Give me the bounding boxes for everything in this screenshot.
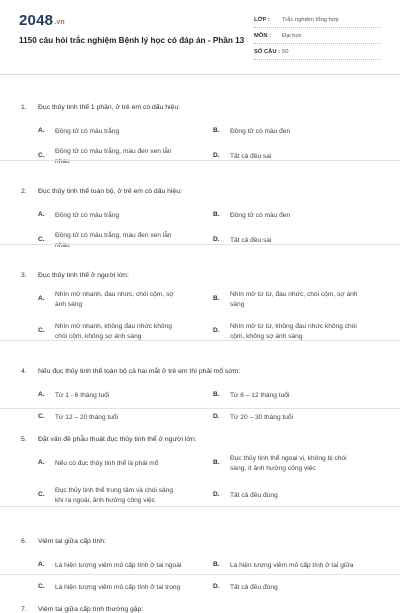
option-text: Là hiện tượng viêm mủ cấp tính ở tai ngoài	[55, 562, 182, 569]
question-number: 3.	[21, 272, 27, 279]
option-letter: D.	[213, 491, 220, 498]
meta-subject: MÔN : Đại học	[254, 29, 380, 44]
option-letter: A.	[38, 459, 45, 466]
option-text: Đồng tử có màu trắng	[55, 212, 120, 219]
option-letter: A.	[38, 295, 45, 302]
option-letter: A.	[38, 127, 45, 134]
option-text: Nhìn mờ từ từ, không đau nhức không chói cộm, không sợ ánh sáng	[230, 323, 357, 340]
option-letter: B.	[213, 561, 220, 568]
option-text: Đục thủy tinh thể trung tâm và chói sáng khi ra ngoài, ảnh hưởng công việc	[55, 487, 174, 504]
option-text: Nhìn mờ nhanh, đau nhức, chói cộm, sợ ánh sáng	[55, 291, 174, 308]
option-letter: B.	[213, 211, 220, 218]
option-text: Từ 1 - 6 tháng tuổi	[55, 392, 110, 399]
option-text: Đồng tử có màu đen	[230, 128, 291, 135]
answer-option[interactable]	[38, 290, 208, 310]
option-text: Từ 20 – 30 tháng tuổi	[230, 414, 294, 421]
question-number: 7.	[21, 606, 27, 613]
option-text: Tất cả đều đúng	[230, 584, 278, 591]
question-text: Viêm tai giữa cấp tính:	[38, 538, 106, 545]
document-header	[0, 0, 400, 76]
option-text: Là hiện tượng viêm mủ cấp tính ở tai trong	[55, 584, 181, 591]
question-divider	[0, 244, 400, 245]
option-text: Tất cả đều sai	[230, 237, 272, 244]
answer-option[interactable]	[38, 459, 208, 469]
option-text: Tất cả đều sai	[230, 153, 272, 160]
option-text: Nhìn mờ từ từ, đau nhức, chói cộm, sợ ánh sáng	[230, 291, 358, 308]
question-divider	[0, 506, 400, 507]
document-title: 1150 câu hỏi trắc nghiệm Bệnh lý học có đáp án - Phần 13	[19, 36, 245, 45]
option-letter: A.	[38, 391, 45, 398]
question-number: 4.	[21, 368, 27, 375]
option-text: Nếu có đục thủy tinh thể là phải mổ	[55, 460, 159, 467]
option-text: Đồng tử có màu trắng, màu đen xen lẫn nhau	[55, 232, 172, 249]
question-text: Nếu đục thủy tinh thể toàn bộ cả hai mắt ở trẻ em thì phải mổ sớm:	[38, 368, 241, 375]
answer-option[interactable]	[213, 561, 383, 571]
answer-option[interactable]	[213, 290, 383, 310]
answer-option[interactable]	[38, 561, 208, 571]
question-divider	[0, 340, 400, 341]
option-letter: D.	[213, 413, 220, 420]
option-letter: B.	[213, 391, 220, 398]
question-stem	[21, 272, 129, 279]
answer-option[interactable]	[213, 413, 383, 423]
header-divider	[0, 74, 400, 75]
answer-option[interactable]	[38, 231, 208, 251]
answer-option[interactable]	[38, 322, 208, 342]
answer-option[interactable]	[213, 391, 383, 401]
meta-class: LỚP : Trắc nghiệm tổng hợp	[254, 13, 380, 28]
answer-option[interactable]	[213, 211, 383, 221]
question-stem	[21, 188, 182, 195]
option-text: Là hiện tượng viêm mủ cấp tính ở tai giữa	[230, 562, 354, 569]
question-text: Đục thủy tinh thể toàn bộ, ở trẻ em có dấu hiệu:	[38, 188, 182, 195]
answer-option[interactable]	[213, 127, 383, 137]
question-divider	[0, 574, 400, 575]
option-text: Đồng tử có màu trắng, màu đen xen lẫn nhau	[55, 148, 172, 165]
option-letter: D.	[213, 236, 220, 243]
option-letter: C.	[38, 491, 45, 498]
question-number: 1.	[21, 104, 27, 111]
option-letter: B.	[213, 295, 220, 302]
option-text: Từ 12 – 20 tháng tuổi	[55, 414, 119, 421]
option-letter: D.	[213, 327, 220, 334]
option-letter: B.	[213, 459, 220, 466]
option-letter: D.	[213, 583, 220, 590]
question-divider	[0, 160, 400, 161]
answer-option[interactable]	[213, 454, 383, 474]
answer-option[interactable]	[38, 127, 208, 137]
option-letter: A.	[38, 211, 45, 218]
answer-option[interactable]	[38, 147, 208, 167]
question-text: Đục thủy tinh thể 1 phần, ở trẻ em có dấu hiệu:	[38, 104, 180, 111]
answer-option[interactable]	[38, 486, 208, 506]
option-text: Nhìn mờ nhanh, không đau nhức không chói cộm, không sợ ánh sáng	[55, 323, 172, 340]
option-text: Đục thủy tinh thể ngoại vi, không bị chói sáng, ít ảnh hưởng công việc	[230, 455, 347, 472]
answer-option[interactable]	[213, 322, 383, 342]
site-logo[interactable]: 2048.vn	[19, 12, 65, 29]
question-number: 6.	[21, 538, 27, 545]
option-text: Đồng tử có màu trắng	[55, 128, 120, 135]
question-divider	[0, 408, 400, 409]
question-text: Đặt vấn đề phẫu thuật đục thủy tinh thể ở người lớn:	[38, 436, 197, 443]
option-text: Tất cả đều đúng	[230, 492, 278, 499]
question-stem	[21, 104, 180, 111]
question-text: Viêm tai giữa cấp tính thường gặp:	[38, 606, 144, 613]
option-letter: B.	[213, 127, 220, 134]
question-number: 5.	[21, 436, 27, 443]
answer-option[interactable]	[38, 583, 208, 593]
option-text: Đồng tử có màu đen	[230, 212, 291, 219]
option-letter: C.	[38, 327, 45, 334]
option-letter: C.	[38, 583, 45, 590]
option-letter: C.	[38, 236, 45, 243]
option-letter: D.	[213, 152, 220, 159]
option-text: Từ 6 – 12 tháng tuổi	[230, 392, 290, 399]
question-stem	[21, 606, 143, 613]
answer-option[interactable]	[38, 211, 208, 221]
question-text: Đục thủy tinh thể ở người lớn:	[38, 272, 129, 279]
answer-option[interactable]	[38, 391, 208, 401]
question-stem	[21, 436, 197, 443]
question-stem	[21, 538, 106, 545]
option-letter: C.	[38, 152, 45, 159]
answer-option[interactable]	[213, 491, 383, 501]
question-number: 2.	[21, 188, 27, 195]
meta-question-count: SỐ CÂU : 50	[254, 45, 380, 60]
option-letter: A.	[38, 561, 45, 568]
question-stem	[21, 368, 240, 375]
answer-option[interactable]	[213, 583, 383, 593]
answer-option[interactable]	[38, 413, 208, 423]
option-letter: C.	[38, 413, 45, 420]
